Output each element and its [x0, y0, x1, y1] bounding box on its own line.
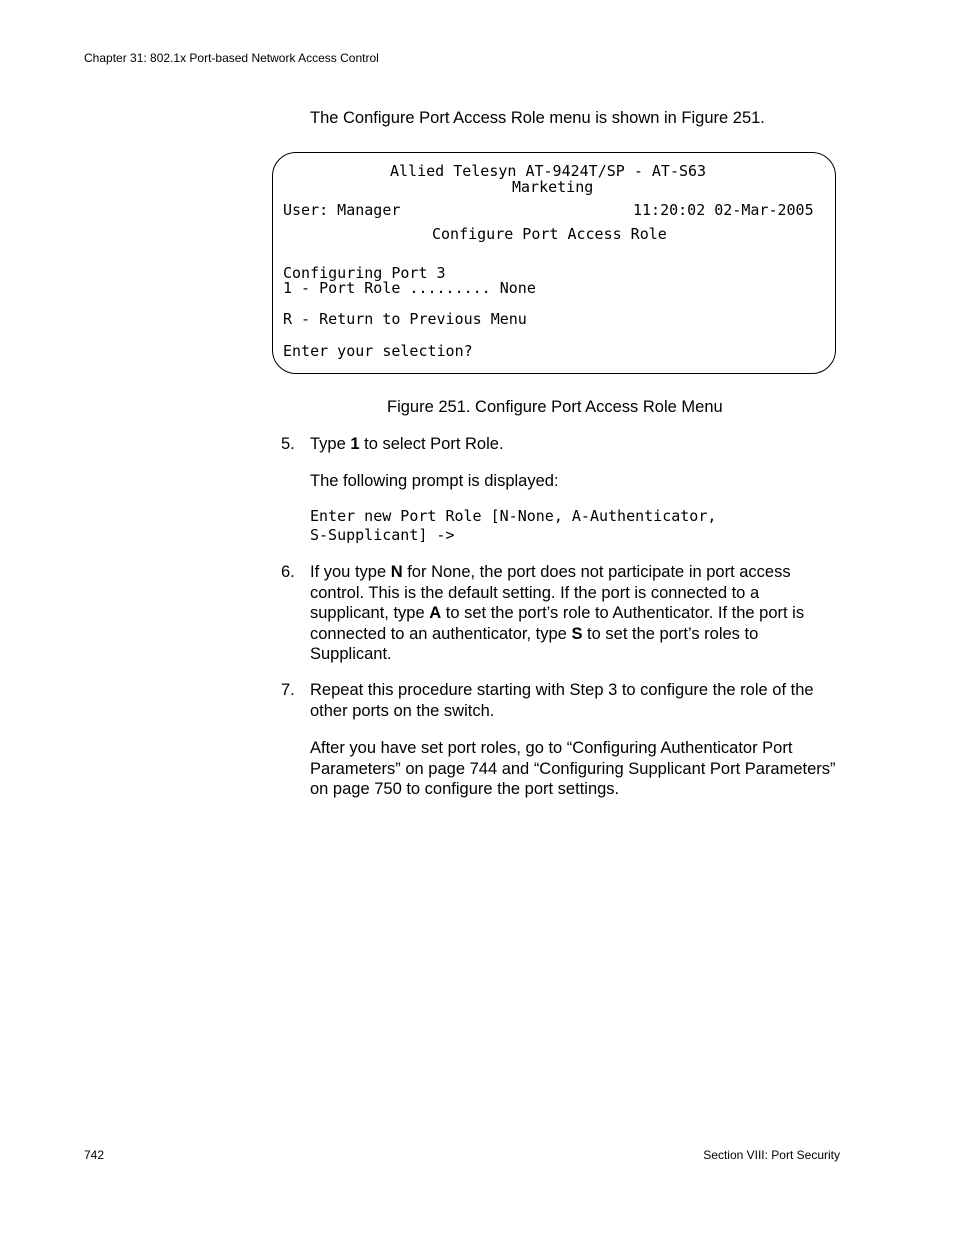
terminal-option-port-role: 1 - Port Role ......... None — [283, 279, 536, 297]
running-header: Chapter 31: 802.1x Port-based Network Access Control — [84, 51, 379, 65]
running-footer: Section VIII: Port Security — [703, 1148, 840, 1162]
step-text-part: to select Port Role. — [359, 435, 504, 453]
step-key: A — [429, 604, 442, 622]
after-paragraph: After you have set port roles, go to “Configuring Authenticator Port Parameters” on page 744 and “Configuring Supplicant Port Parameters” on page 750 to configure the port settings. — [310, 739, 836, 798]
intro-paragraph: The Configure Port Access Role menu is shown in Figure 251. — [310, 109, 765, 127]
step-number: 7. — [281, 681, 295, 699]
code-prompt-line-2: S-Supplicant] -> — [310, 526, 455, 544]
terminal-screen — [272, 152, 836, 374]
step-key: 1 — [350, 435, 360, 453]
step-text — [310, 562, 840, 665]
step-text-part: to set the port’s role to Authenticator. If the port is connected to an authenticator, type — [310, 604, 805, 643]
step-number: 5. — [281, 435, 295, 453]
step-text-part: for None, the port does not participate in port access control. This is the default setting. If the port is connected to a supplicant, type — [310, 563, 791, 622]
figure-caption: Figure 251. Configure Port Access Role Menu — [387, 398, 723, 416]
terminal-menu-title: Configure Port Access Role — [432, 225, 667, 243]
step-text — [310, 434, 840, 455]
page-number: 742 — [84, 1148, 105, 1162]
step-number: 6. — [281, 563, 295, 581]
code-prompt-line-1: Enter new Port Role [N-None, A-Authenticator, — [310, 507, 717, 525]
step-text: Repeat this procedure starting with Step 3 to configure the role of the other ports on the switch. — [310, 681, 814, 720]
terminal-user: User: Manager — [283, 201, 401, 219]
step-key: S — [571, 624, 583, 643]
terminal-configuring-port: Configuring Port 3 — [283, 264, 446, 282]
step-5-followup: The following prompt is displayed: — [310, 472, 559, 490]
terminal-option-return: R - Return to Previous Menu — [283, 310, 527, 328]
step-key: N — [390, 563, 403, 581]
step-text-part: Type — [310, 435, 351, 453]
step-text-part: If you type — [310, 563, 391, 581]
terminal-prompt: Enter your selection? — [283, 342, 473, 360]
terminal-system-name: Allied Telesyn AT-9424T/SP - AT-S63 — [390, 162, 707, 180]
step-text-part: to set the port’s roles to Supplicant. — [310, 624, 759, 663]
terminal-location: Marketing — [512, 178, 594, 196]
terminal-datetime: 11:20:02 02-Mar-2005 — [633, 201, 814, 219]
